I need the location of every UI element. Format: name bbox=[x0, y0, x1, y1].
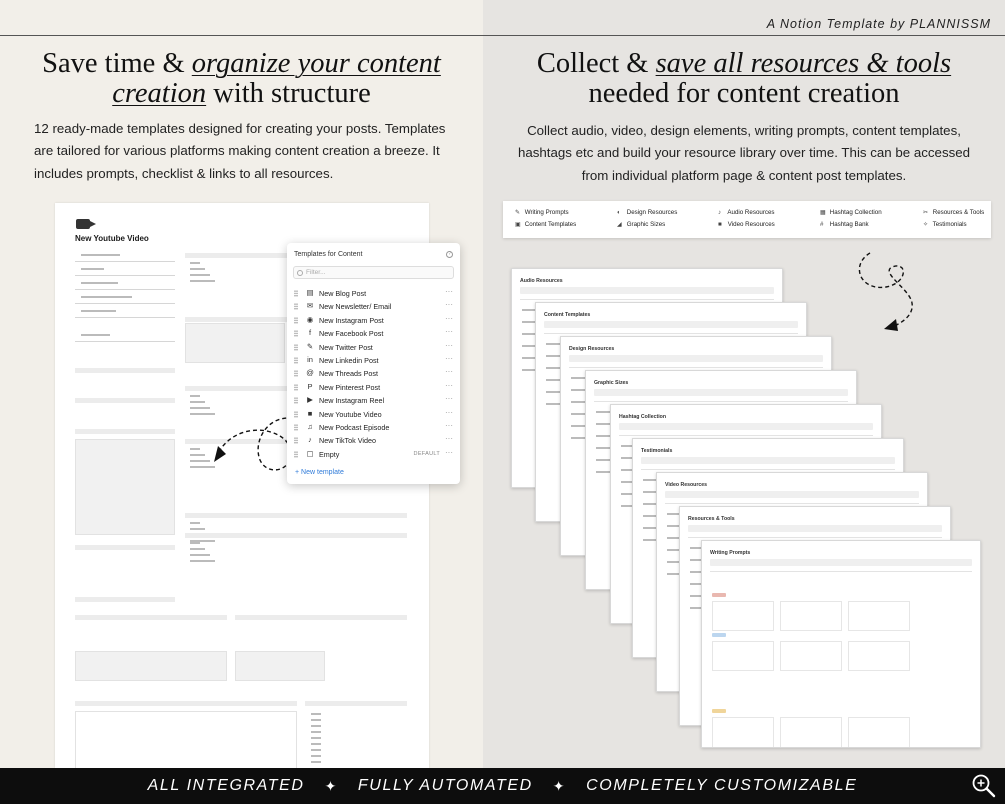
sizes-icon: ◢ bbox=[617, 221, 622, 228]
nav-item[interactable] bbox=[617, 209, 677, 216]
card-divider bbox=[520, 299, 774, 300]
keyword-line bbox=[311, 713, 321, 715]
template-item[interactable] bbox=[287, 408, 460, 421]
bullet-line bbox=[190, 448, 200, 450]
card-divider bbox=[688, 537, 942, 538]
card-callout bbox=[569, 355, 823, 362]
template-item[interactable] bbox=[287, 341, 460, 354]
template-item[interactable] bbox=[287, 354, 460, 367]
prompt-tile[interactable] bbox=[780, 601, 842, 631]
more-options-icon[interactable]: ··· bbox=[445, 367, 453, 377]
nav-item[interactable] bbox=[718, 209, 775, 216]
right-heading-post: needed for content creation bbox=[588, 78, 900, 109]
card-title: Graphic Sizes bbox=[594, 380, 629, 386]
template-item-label: New Instagram Reel bbox=[319, 396, 385, 406]
right-heading-emphasis: save all resources & tools bbox=[655, 48, 952, 79]
card-divider bbox=[544, 333, 798, 334]
filter-input[interactable]: Filter... bbox=[293, 266, 454, 279]
bullet-line bbox=[190, 395, 200, 397]
left-heading-pre: Save time & bbox=[42, 48, 192, 79]
footer-item-2: FULLY AUTOMATED bbox=[357, 777, 533, 794]
sparkle-icon: ✧ bbox=[923, 221, 929, 228]
card-title: Testimonials bbox=[641, 448, 673, 454]
group-tag bbox=[712, 709, 726, 713]
template-item-label: New Pinterest Post bbox=[319, 382, 381, 392]
card-title: Content Templates bbox=[544, 312, 591, 318]
keyword-line bbox=[311, 725, 321, 727]
bullet-line bbox=[190, 542, 200, 544]
tiktok-icon: ♪ bbox=[308, 435, 312, 445]
audio-section bbox=[235, 615, 407, 620]
inspiration-block bbox=[75, 439, 175, 535]
description-block bbox=[75, 711, 297, 768]
property-divider bbox=[75, 275, 175, 276]
nav-item-label: Graphic Sizes bbox=[626, 221, 666, 228]
template-item-label: New Threads Post bbox=[319, 369, 378, 379]
nav-item[interactable] bbox=[718, 221, 775, 228]
left-heading-post: with structure bbox=[206, 78, 371, 109]
more-options-icon[interactable]: ··· bbox=[445, 327, 453, 337]
blog-icon: ▤ bbox=[306, 288, 314, 297]
template-item[interactable] bbox=[287, 300, 460, 313]
prompt-tile[interactable] bbox=[712, 641, 774, 671]
property-divider bbox=[75, 341, 175, 342]
card-title: Writing Prompts bbox=[710, 550, 751, 556]
video-camera-icon bbox=[76, 219, 90, 229]
bullet-line bbox=[190, 522, 200, 524]
template-item-label: Empty bbox=[319, 449, 340, 459]
nav-item[interactable] bbox=[923, 209, 984, 216]
nav-item-label: Resources & Tools bbox=[932, 209, 985, 216]
prompt-tile[interactable] bbox=[848, 717, 910, 748]
template-item-label: New Blog Post bbox=[319, 289, 367, 298]
card-callout bbox=[520, 287, 774, 294]
template-item[interactable] bbox=[287, 434, 460, 447]
drag-handle-icon[interactable] bbox=[294, 411, 298, 418]
card-divider bbox=[569, 367, 823, 368]
property-divider bbox=[75, 289, 175, 290]
pinterest-icon: P bbox=[307, 381, 313, 391]
template-item-label: New Linkedin Post bbox=[319, 356, 379, 365]
template-item-label: New Instagram Post bbox=[319, 315, 384, 325]
property-divider bbox=[75, 317, 175, 318]
drag-handle-icon[interactable] bbox=[294, 384, 298, 391]
nav-item-label: Audio Resources bbox=[727, 209, 775, 216]
drag-handle-icon[interactable] bbox=[294, 370, 298, 377]
resource-nav bbox=[503, 201, 991, 238]
more-options-icon[interactable]: ··· bbox=[445, 447, 453, 457]
property-label bbox=[81, 334, 110, 336]
twitter-icon: ✎ bbox=[306, 341, 314, 351]
right-description: Collect audio, video, design elements, writing prompts, content templates, hashtags etc and build your resource library over time. This can be accessed from individual platform page & content post templates. bbox=[517, 123, 971, 183]
keyword-line bbox=[311, 743, 321, 745]
more-options-icon[interactable]: ··· bbox=[445, 300, 453, 310]
section-header bbox=[75, 368, 175, 373]
writing-icon: ✎ bbox=[515, 209, 521, 216]
card-divider bbox=[594, 401, 848, 402]
bullet-line bbox=[190, 560, 215, 562]
more-options-icon[interactable]: ··· bbox=[445, 434, 453, 444]
more-options-icon[interactable]: ··· bbox=[445, 340, 453, 350]
more-options-icon[interactable]: ··· bbox=[445, 394, 453, 404]
nav-item-label: Video Resources bbox=[727, 221, 775, 228]
bullet-line bbox=[190, 268, 205, 270]
bullet-line bbox=[190, 528, 205, 530]
prompt-tile[interactable] bbox=[780, 717, 842, 748]
card-title: Resources & Tools bbox=[688, 516, 735, 522]
left-description: 12 ready-made templates designed for creating your posts. Templates are tailored for various platforms making content creation a breeze. It includes prompts, checklist & links to all resources. bbox=[34, 121, 446, 181]
video-icon: ■ bbox=[307, 408, 313, 418]
threads-icon: @ bbox=[306, 368, 314, 378]
card-title: Hashtag Collection bbox=[619, 414, 666, 420]
footer-item-1: ALL INTEGRATED bbox=[147, 777, 305, 794]
more-options-icon[interactable]: ··· bbox=[445, 380, 453, 390]
right-heading-pre: Collect & bbox=[536, 48, 656, 79]
section-header bbox=[75, 545, 175, 550]
prompt-tile[interactable] bbox=[712, 601, 774, 631]
templates-icon: ▣ bbox=[515, 221, 521, 228]
group-tag bbox=[712, 633, 726, 637]
drag-handle-icon[interactable] bbox=[294, 330, 298, 337]
bullet-line bbox=[190, 280, 215, 282]
popup-title: Templates for Content bbox=[294, 251, 363, 258]
card-callout bbox=[544, 321, 798, 328]
prompt-tile[interactable] bbox=[848, 601, 910, 631]
property-divider bbox=[75, 261, 175, 262]
card-title: Video Resources bbox=[665, 482, 707, 488]
final-graphics-block bbox=[75, 651, 227, 681]
podcast-icon: ♫ bbox=[307, 422, 313, 431]
more-options-icon[interactable]: ··· bbox=[445, 354, 453, 363]
thumbnail-section bbox=[75, 615, 227, 620]
nav-item[interactable] bbox=[617, 221, 665, 228]
nav-item[interactable] bbox=[515, 221, 576, 228]
dashed-arrow-right bbox=[850, 243, 920, 333]
video-icon: ■ bbox=[718, 221, 722, 228]
keyword-line bbox=[311, 761, 321, 763]
more-options-icon[interactable]: ··· bbox=[445, 407, 453, 417]
nav-item-label: Writing Prompts bbox=[524, 209, 569, 216]
more-options-icon[interactable]: ··· bbox=[445, 421, 453, 430]
bullet-line bbox=[190, 262, 200, 264]
card-title: Audio Resources bbox=[520, 278, 563, 284]
card-callout bbox=[688, 525, 942, 532]
templates-popup[interactable] bbox=[287, 243, 460, 484]
template-item[interactable] bbox=[287, 367, 460, 380]
top-divider bbox=[0, 35, 1005, 36]
template-item-label: New TikTok Video bbox=[319, 436, 376, 446]
nav-item-label: Design Resources bbox=[626, 209, 678, 216]
property-label bbox=[81, 310, 116, 312]
star-icon: ✦ bbox=[324, 777, 338, 794]
keywords-section bbox=[305, 701, 407, 706]
property-divider bbox=[75, 303, 175, 304]
card-callout bbox=[594, 389, 848, 396]
nav-item-label: Hashtag Bank bbox=[829, 221, 869, 228]
template-item-label: New Twitter Post bbox=[319, 342, 373, 352]
drag-handle-icon[interactable] bbox=[294, 357, 298, 364]
property-label bbox=[81, 254, 120, 256]
section-header bbox=[75, 597, 175, 602]
template-item[interactable] bbox=[287, 327, 460, 340]
template-item[interactable] bbox=[287, 287, 460, 300]
drag-handle-icon[interactable] bbox=[294, 437, 298, 444]
template-item[interactable] bbox=[287, 314, 460, 327]
video-script-block bbox=[185, 323, 285, 363]
bullet-line bbox=[190, 554, 210, 556]
left-heading bbox=[0, 49, 483, 109]
tools-icon: ✂ bbox=[923, 209, 929, 216]
property-label bbox=[81, 282, 118, 284]
hashtag-icon: ▦ bbox=[820, 209, 826, 216]
template-item[interactable] bbox=[287, 381, 460, 394]
property-label bbox=[81, 268, 104, 270]
property-label bbox=[81, 296, 132, 298]
nav-item-label: Content Templates bbox=[524, 221, 577, 228]
drag-handle-icon[interactable] bbox=[294, 290, 298, 297]
template-item-label: New Youtube Video bbox=[319, 409, 382, 419]
section-header bbox=[75, 398, 175, 403]
nav-item-label: Testimonials bbox=[932, 221, 967, 228]
prompt-tile[interactable] bbox=[848, 641, 910, 671]
card-callout bbox=[619, 423, 873, 430]
card-divider bbox=[641, 469, 895, 470]
facebook-icon: f bbox=[308, 328, 312, 338]
default-badge: DEFAULT bbox=[413, 450, 440, 457]
reel-icon: ▶ bbox=[307, 395, 313, 405]
help-icon[interactable]: ? bbox=[446, 251, 453, 258]
nav-item-label: Hashtag Collection bbox=[829, 209, 882, 216]
new-template-button[interactable]: + New template bbox=[295, 469, 344, 476]
new-template-label: New template bbox=[301, 469, 344, 476]
resource-card[interactable] bbox=[701, 540, 981, 748]
card-callout bbox=[641, 457, 895, 464]
bullet-line bbox=[190, 274, 210, 276]
design-icon: ◐ bbox=[617, 209, 621, 216]
keyword-line bbox=[311, 755, 321, 757]
prompt-board bbox=[702, 541, 980, 747]
nav-item[interactable] bbox=[820, 221, 869, 228]
card-divider bbox=[619, 435, 873, 436]
template-item-label: New Podcast Episode bbox=[319, 423, 390, 432]
card-divider bbox=[665, 503, 919, 504]
section-header bbox=[75, 429, 175, 434]
template-item[interactable] bbox=[287, 394, 460, 407]
keyword-line bbox=[311, 731, 321, 733]
template-item-label: New Newsletter/ Email bbox=[319, 302, 392, 312]
star-icon: ✦ bbox=[552, 777, 567, 794]
final-audio-block bbox=[235, 651, 325, 681]
card-callout bbox=[665, 491, 919, 498]
linkedin-icon: in bbox=[307, 355, 313, 364]
keyword-line bbox=[311, 749, 321, 751]
instagram-icon: ◉ bbox=[306, 314, 314, 324]
more-options-icon[interactable]: ··· bbox=[445, 287, 453, 296]
brand-line: A Notion Template by PLANNISSM bbox=[766, 17, 991, 31]
keyword-line bbox=[311, 719, 321, 721]
description-section bbox=[75, 701, 297, 706]
hash-icon: # bbox=[820, 221, 824, 228]
drag-handle-icon[interactable] bbox=[294, 424, 298, 431]
bullet-line bbox=[190, 548, 205, 550]
drag-handle-icon[interactable] bbox=[294, 303, 298, 310]
drag-handle-icon[interactable] bbox=[294, 317, 298, 324]
card-title: Design Resources bbox=[569, 346, 615, 352]
nav-item[interactable] bbox=[923, 221, 967, 228]
template-item[interactable] bbox=[287, 448, 460, 461]
template-item-label: New Facebook Post bbox=[319, 329, 384, 339]
nav-item[interactable] bbox=[820, 209, 882, 216]
more-options-icon[interactable]: ··· bbox=[445, 313, 453, 323]
prompt-tile[interactable] bbox=[780, 641, 842, 671]
zoom-in-icon[interactable] bbox=[971, 773, 997, 799]
page-title: New Youtube Video bbox=[75, 234, 149, 243]
group-tag bbox=[712, 593, 726, 597]
footer-item-3: COMPLETELY CUSTOMIZABLE bbox=[586, 777, 858, 794]
newsletter-icon: ✉ bbox=[306, 301, 314, 311]
keyword-line bbox=[311, 737, 321, 739]
content-section-header bbox=[185, 513, 407, 518]
empty-page-icon: ▢ bbox=[306, 448, 314, 458]
drag-handle-icon[interactable] bbox=[294, 451, 298, 458]
template-item[interactable] bbox=[287, 421, 460, 434]
footer-banner bbox=[0, 768, 1005, 804]
prompt-tile[interactable] bbox=[712, 717, 774, 748]
audio-icon: ♪ bbox=[718, 209, 722, 216]
left-heading-emphasis: organize your content creation bbox=[112, 48, 441, 109]
drag-handle-icon[interactable] bbox=[294, 344, 298, 351]
right-heading bbox=[483, 49, 1005, 109]
nav-item[interactable] bbox=[515, 209, 569, 216]
drag-handle-icon[interactable] bbox=[294, 397, 298, 404]
content-section-header bbox=[185, 533, 407, 538]
